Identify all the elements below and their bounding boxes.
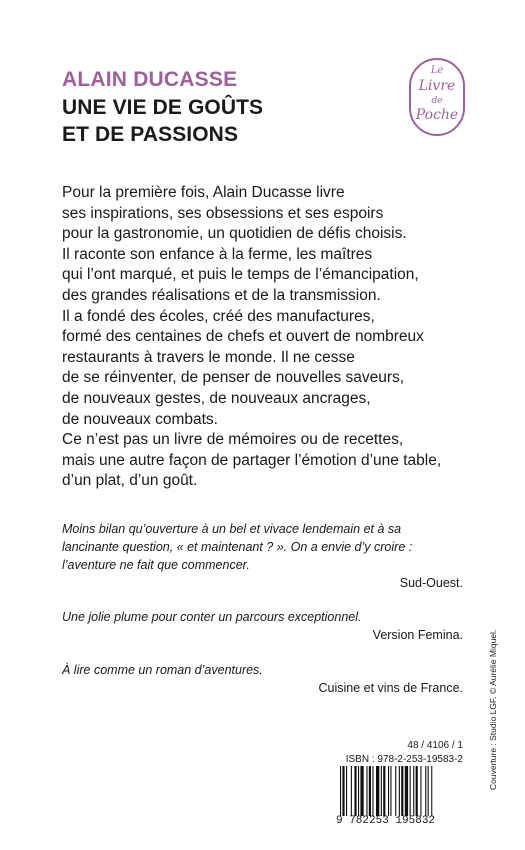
quote-line: Une jolie plume pour conter un parcours exceptionnel. (62, 610, 362, 624)
blurb-line: restaurants à travers le monde. Il ne cesse (62, 348, 355, 366)
quote-line: l’aventure ne fait que commencer. (62, 558, 250, 572)
blurb-line: mais une autre façon de partager l’émotion d’une table, (62, 451, 442, 469)
quote-line: Moins bilan qu’ouverture à un bel et vivace lendemain et à sa (62, 522, 402, 536)
blurb-line: formé des centaines de chefs et ouvert de nombreux (62, 328, 424, 346)
press-quote (62, 661, 472, 679)
logo-text: Poche (415, 107, 459, 123)
blurb-line: de nouveaux combats. (62, 410, 218, 428)
isbn: ISBN : 978-2-253-19583-2 (345, 754, 463, 765)
blurb-line: qui l’ont marqué, et puis le temps de l’émancipation, (62, 266, 419, 284)
quote-source: Sud-Ouest. (399, 576, 463, 590)
logo-text: Le (430, 65, 444, 76)
blurb-line: Il a fondé des écoles, créé des manufactures, (62, 307, 375, 325)
blurb-line: d’un plat, d’un goût. (62, 472, 198, 490)
book-title-line: ET DE PASSIONS (62, 123, 239, 146)
author-name: ALAIN DUCASSE (62, 68, 238, 91)
logo-text: de (431, 96, 443, 106)
quote-line: À lire comme un roman d’aventures. (62, 663, 263, 677)
barcode (340, 766, 465, 816)
barcode-digits: 9 782253 195832 (336, 815, 436, 827)
blurb (62, 183, 472, 492)
press-quote (62, 520, 472, 574)
blurb-line: Ce n’est pas un livre de mémoires ou de recettes, (62, 431, 404, 449)
book-title (62, 94, 263, 148)
blurb-line: Pour la première fois, Alain Ducasse livre (62, 184, 345, 201)
logo-text: Livre (418, 78, 456, 94)
blurb-line: ses inspirations, ses obsessions et ses espoirs (62, 204, 384, 222)
book-title-line: UNE VIE DE GOÛTS (62, 96, 264, 119)
catalog-number: 48 / 4106 / 1 (407, 740, 463, 751)
blurb-line: pour la gastronomie, un quotidien de défis choisis. (62, 225, 407, 243)
press-quote (62, 608, 472, 626)
quote-source: Version Femina. (372, 628, 463, 642)
blurb-line: des grandes réalisations et de la transmission. (62, 286, 381, 304)
quote-line: lancinante question, « et maintenant ? ». On a envie d’y croire : (62, 540, 413, 554)
quote-source: Cuisine et vins de France. (318, 681, 463, 695)
blurb-line: de se réinventer, de penser de nouvelles saveurs, (62, 369, 405, 387)
cover-credit: Couverture : Studio LGF. © Aurélie Miquel. (488, 629, 498, 790)
blurb-line: de nouveaux gestes, de nouveaux ancrages, (62, 389, 371, 407)
blurb-line: Il raconte son enfance à la ferme, les maîtres (62, 245, 373, 263)
livre-de-poche-logo (409, 58, 465, 136)
